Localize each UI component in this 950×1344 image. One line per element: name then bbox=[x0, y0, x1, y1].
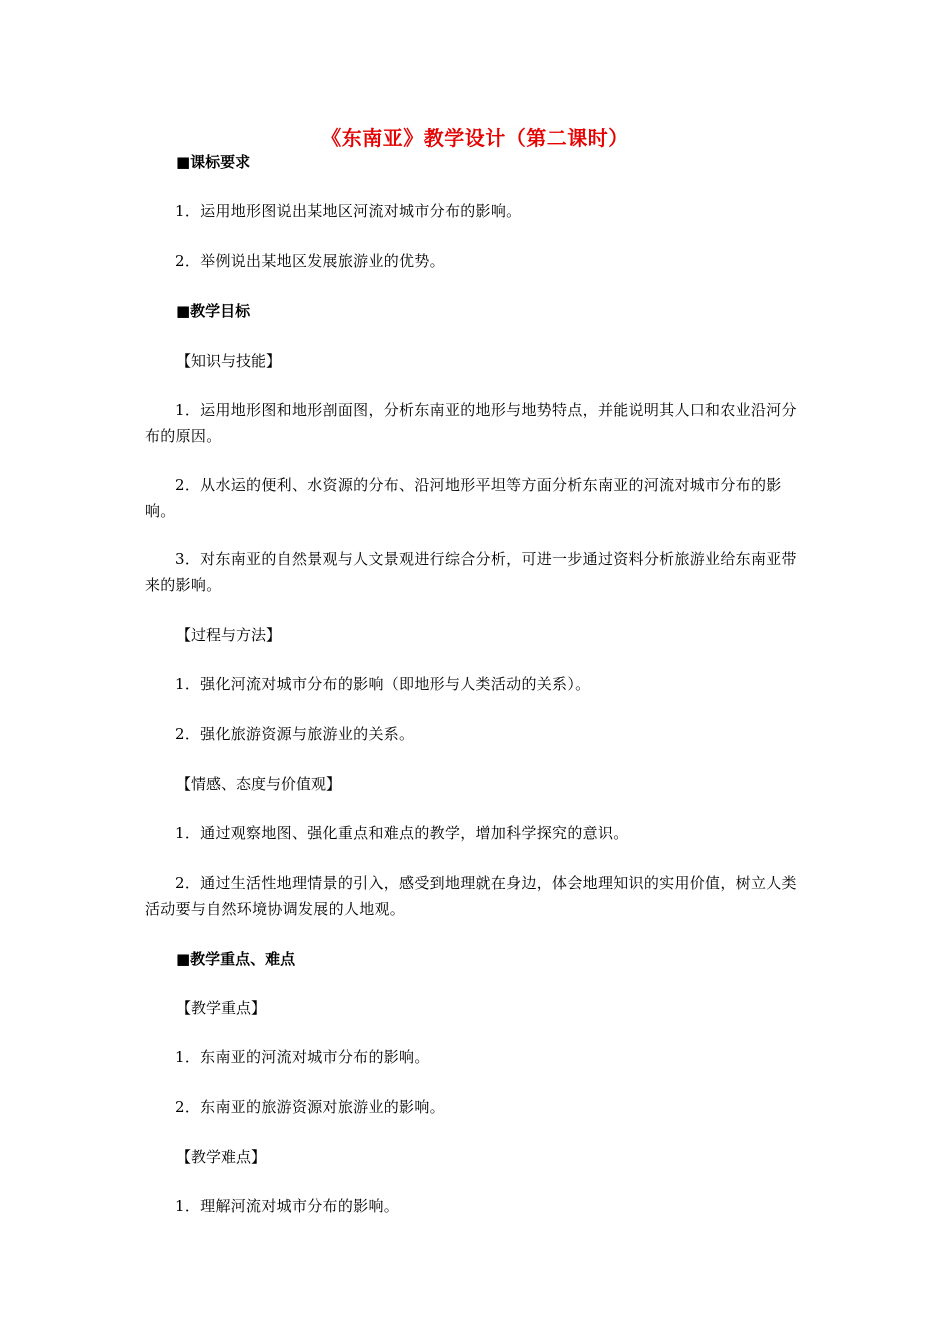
zhong-item-1: 1．东南亚的河流对城市分布的影响。 bbox=[175, 1048, 430, 1066]
guocheng-item-2: 2．强化旅游资源与旅游业的关系。 bbox=[175, 725, 415, 743]
qinggan-item-2: 2．通过生活性地理情景的引入，感受到地理就在身边，体会地理知识的实用价值，树立人类活动要与自然环境协调发展的人地观。 bbox=[145, 874, 797, 918]
page-title: 《东南亚》教学设计（第二课时） bbox=[321, 126, 629, 150]
subheading-nan: 【教学难点】 bbox=[176, 1148, 267, 1166]
kebiao-item-2: 2．举例说出某地区发展旅游业的优势。 bbox=[175, 252, 445, 270]
subheading-qinggan: 【情感、态度与价值观】 bbox=[176, 775, 342, 793]
zhong-item-2: 2．东南亚的旅游资源对旅游业的影响。 bbox=[175, 1098, 445, 1116]
section-heading-kebiao: ■课标要求 bbox=[176, 153, 251, 171]
subheading-zhong: 【教学重点】 bbox=[176, 999, 267, 1017]
subheading-zhishi: 【知识与技能】 bbox=[176, 352, 282, 370]
qinggan-item-1: 1．通过观察地图、强化重点和难点的教学，增加科学探究的意识。 bbox=[175, 824, 629, 842]
zhishi-item-1: 1．运用地形图和地形剖面图，分析东南亚的地形与地势特点，并能说明其人口和农业沿河分布的原因。 bbox=[145, 401, 797, 445]
kebiao-item-1: 1．运用地形图说出某地区河流对城市分布的影响。 bbox=[175, 202, 522, 220]
zhishi-item-3: 3．对东南亚的自然景观与人文景观进行综合分析，可进一步通过资料分析旅游业给东南亚带来的影响。 bbox=[145, 550, 797, 594]
guocheng-item-1: 1．强化河流对城市分布的影响（即地形与人类活动的关系）。 bbox=[175, 675, 591, 693]
zhishi-item-2: 2．从水运的便利、水资源的分布、沿河地形平坦等方面分析东南亚的河流对城市分布的影响。 bbox=[145, 476, 782, 520]
subheading-guocheng: 【过程与方法】 bbox=[176, 626, 282, 644]
nan-item-1: 1．理解河流对城市分布的影响。 bbox=[175, 1197, 400, 1215]
section-heading-zhongdian: ■教学重点、难点 bbox=[176, 950, 296, 968]
section-heading-mubiao: ■教学目标 bbox=[176, 302, 251, 320]
